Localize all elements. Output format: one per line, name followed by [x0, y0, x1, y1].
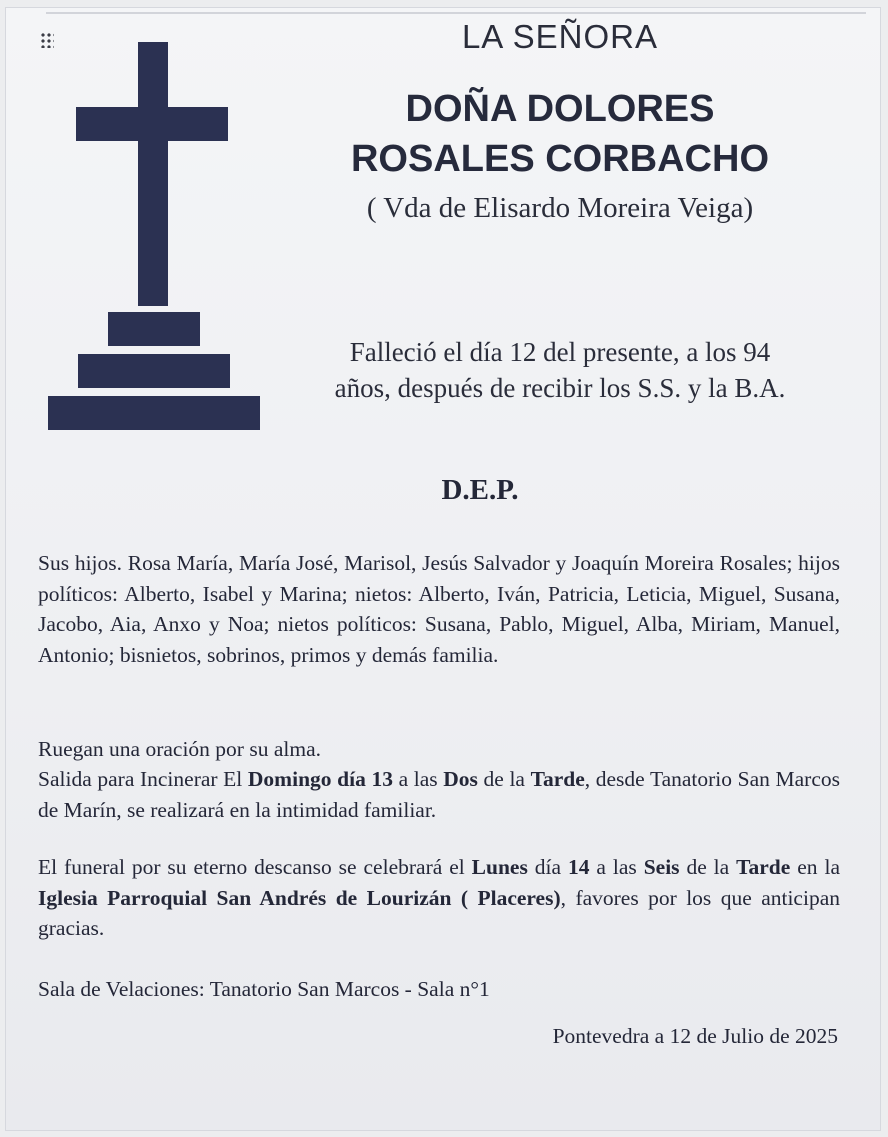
death-statement-line1: Falleció el día 12 del presente, a los 94 [349, 337, 771, 367]
place-date-line: Pontevedra a 12 de Julio de 2025 [552, 1024, 838, 1048]
funeral-date: 14 [567, 855, 590, 879]
cross-vertical-beam [138, 42, 168, 306]
departure-text: Salida para Incinerar El [38, 767, 248, 791]
vigil-room-line: Sala de Velaciones: Tanatorio San Marcos - Sala n°1 [38, 977, 490, 1001]
top-divider [46, 12, 866, 14]
deceased-name-line2: ROSALES CORBACHO [350, 138, 770, 180]
funeral-text: en la [790, 855, 840, 879]
funeral-text: , favores por los que anticipan gracias. [38, 885, 840, 940]
departure-period: Tarde [530, 767, 585, 791]
funeral-text: a las [589, 855, 644, 879]
funeral-period: Tarde [736, 855, 791, 879]
funeral-text: de la [679, 855, 737, 879]
cross-step-bottom [48, 396, 260, 430]
cross-step-middle [78, 354, 230, 388]
deceased-name-line1: DOÑA DOLORES [405, 88, 715, 130]
funeral-hour: Seis [643, 855, 680, 879]
funeral-text: El funeral por su eterno descanso se celebrará el [38, 855, 472, 879]
departure-text: a las [392, 767, 444, 791]
funeral-text: día [527, 855, 568, 879]
funeral-paragraph [38, 852, 840, 944]
departure-hour: Dos [443, 767, 478, 791]
departure-text: , desde Tanatorio San Marcos de Marín, se realizará en la intimidad familiar. [38, 767, 840, 822]
cross-step-top [108, 312, 200, 346]
family-paragraph: Sus hijos. Rosa María, María José, Marisol, Jesús Salvador y Joaquín Moreira Rosales; hijos políticos: Alberto, Isabel y Marina; nietos: Alberto, Iván, Patricia, Leticia, Miguel, Susana, Jacobo, Aia, Anxo y Noa; nietos políticos: Susana, Pablo, Miguel, Alba, Miriam, Manuel, Antonio; bisnietos, sobrinos, primos y demás familia. [38, 551, 840, 667]
prayer-line: Ruegan una oración por su alma. [38, 737, 321, 761]
funeral-day: Lunes [471, 855, 528, 879]
departure-paragraph [38, 764, 840, 825]
death-statement-line2: años, después de recibir los S.S. y la B.A. [334, 373, 786, 403]
rip-abbreviation: D.E.P. [441, 474, 519, 506]
funeral-church: Iglesia Parroquial San Andrés de Lourizán ( Placeres) [38, 885, 561, 910]
departure-text: de la [477, 767, 531, 791]
widow-of-line: ( Vda de Elisardo Moreira Veiga) [366, 192, 754, 224]
intro-heading: LA SEÑORA [461, 18, 659, 55]
drag-handle-icon[interactable] [40, 32, 54, 48]
departure-day: Domingo día 13 [247, 767, 393, 791]
cross-horizontal-beam [76, 107, 228, 141]
death-statement [270, 334, 850, 406]
